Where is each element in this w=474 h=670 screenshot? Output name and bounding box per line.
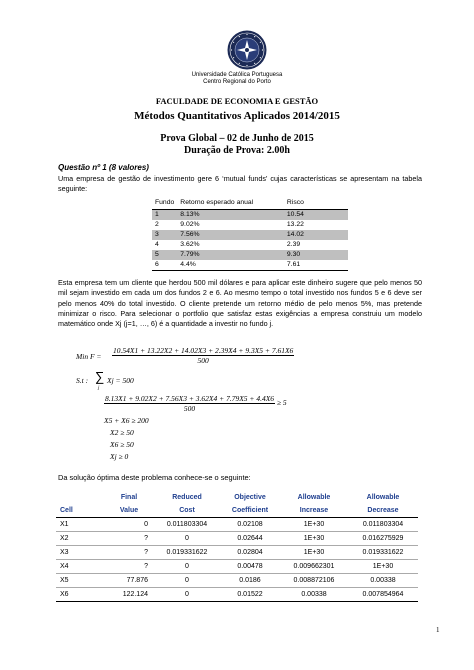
sol-header: Objective (234, 494, 266, 501)
sol-objective-coef: 0.01522 (220, 588, 280, 602)
exam-title: Prova Global – 02 de Junho de 2015 (160, 133, 314, 144)
sol-allow-increase: 1E+30 (280, 518, 348, 532)
constraint-nonnegativity: Xj ≥ 0 (110, 452, 129, 461)
sol-allow-increase: 1E+30 (280, 546, 348, 560)
sol-allow-increase: 1E+30 (280, 532, 348, 546)
fund-id: 5 (152, 250, 177, 260)
sol-cell: X3 (56, 546, 104, 560)
table-row (152, 209, 348, 220)
sol-cell: X4 (56, 560, 104, 574)
funds-header-risk: Risco (284, 197, 348, 209)
constraint-funds-5-6: X5 + X6 ≥ 200 (104, 416, 149, 425)
sol-objective-coef: 0.00478 (220, 560, 280, 574)
table-row (56, 546, 418, 560)
sol-header-increase: Increase (280, 504, 348, 518)
constraints-label: S.t : (76, 376, 89, 385)
sol-allow-decrease: 0.007854964 (348, 588, 418, 602)
sol-cell: X6 (56, 588, 104, 602)
exam-duration: Duração de Prova: 2.00h (184, 145, 290, 156)
fund-risk: 10.54 (284, 209, 348, 220)
summation-index: j (98, 386, 100, 391)
fund-risk: 14.02 (284, 230, 348, 240)
solution-header-row-2 (56, 504, 418, 518)
sol-reduced-cost: 0.019331622 (154, 546, 220, 560)
sol-final-value: 0 (104, 518, 154, 532)
sol-cell: X2 (56, 532, 104, 546)
fund-id: 2 (155, 220, 159, 228)
constraint-total: Xj = 500 (107, 376, 134, 385)
sol-allow-decrease: 0.019331622 (348, 546, 418, 560)
funds-table (152, 197, 348, 271)
return-rhs: ≥ 5 (276, 398, 287, 408)
sol-cell: X5 (56, 574, 104, 588)
sol-header (56, 491, 104, 504)
solution-header-row-1 (56, 491, 418, 504)
sol-header-value: Value (104, 504, 154, 518)
sol-allow-decrease: 1E+30 (348, 560, 418, 574)
institution-center: Centro Regional do Porto (203, 79, 271, 85)
problem-statement: Esta empresa tem um cliente que herdou 500 mil dólares e para aplicar este dinheiro sugere que pelo menos 50 mil sejam investido em cada um dos fundos 2 e 6. Ao mesmo tempo o total investido nos fundos 5 e 6 deve ser pelo menos 40% do total investido. O cliente pretende um retorno médio de pelo menos 5%, mas pretende minimizar o risco. Para selecionar o portfolio que satisfaz estas exigências a empresa construiu um modelo matemático onde Xj (j=1, …, 6) é a quantidade a investir no fundo j. (58, 278, 422, 329)
sol-objective-coef: 0.02108 (220, 518, 280, 532)
table-row (56, 560, 418, 574)
solution-intro: Da solução óptima deste problema conhece-se o seguinte: (58, 473, 251, 482)
fund-id: 3 (152, 230, 177, 240)
sol-allow-decrease: 0.016275929 (348, 532, 418, 546)
sol-cell: X1 (56, 518, 104, 532)
institution-name: Universidade Católica Portuguesa (191, 72, 283, 78)
sol-final-value: 77.876 (104, 574, 154, 588)
sol-header: Final (120, 494, 138, 501)
sol-final-value: ? (104, 546, 154, 560)
sol-reduced-cost: 0 (154, 560, 220, 574)
return-denominator: 500 (183, 404, 196, 413)
sol-allow-increase: 0.008872106 (280, 574, 348, 588)
objective-numerator: 10.54X1 + 13.22X2 + 14.02X3 + 2.39X4 + 9.3X5 + 7.61X6 (113, 346, 294, 355)
question-intro: Uma empresa de gestão de investimento gere 6 ‘mutual funds’ cujas características se apresentam na tabela seguinte: (58, 174, 422, 194)
sol-header: Reduced (172, 494, 202, 501)
funds-header-fund: Fundo (152, 197, 177, 209)
sol-header-cell: Cell (56, 504, 104, 518)
summation-sign: ∑ (95, 369, 105, 384)
funds-header-row (152, 197, 348, 209)
sol-objective-coef: 0.02644 (220, 532, 280, 546)
sol-final-value: ? (104, 532, 154, 546)
fund-risk: 2.39 (286, 240, 301, 248)
fund-return: 3.62% (180, 240, 200, 248)
fund-return: 7.79% (177, 250, 284, 260)
constraint-return (104, 394, 287, 413)
fund-return: 7.56% (177, 230, 284, 240)
table-row (152, 250, 348, 260)
objective-function (112, 346, 294, 365)
sol-objective-coef: 0.02804 (220, 546, 280, 560)
sol-reduced-cost: 0 (154, 588, 220, 602)
funds-header-return: Retorno esperado anual (177, 197, 284, 209)
fund-id: 1 (152, 209, 177, 220)
sol-header-coefficient: Coefficient (220, 504, 280, 518)
constraint-fund-2: X2 ≥ 50 (110, 428, 134, 437)
sol-allow-increase: 0.00338 (280, 588, 348, 602)
question-title: Questão nº 1 (8 valores) (58, 163, 149, 172)
table-row (152, 220, 348, 230)
constraint-fund-6: X6 ≥ 50 (110, 440, 134, 449)
table-row (152, 230, 348, 240)
sol-final-value: ? (104, 560, 154, 574)
fund-return: 4.4% (177, 260, 284, 271)
fund-return: 9.02% (180, 220, 200, 228)
table-row (56, 532, 418, 546)
solution-table (56, 491, 418, 602)
fund-return: 8.13% (177, 209, 284, 220)
course-title: Métodos Quantitativos Aplicados 2014/2015 (134, 110, 340, 122)
sol-header-decrease: Decrease (348, 504, 418, 518)
sol-reduced-cost: 0.011803304 (154, 518, 220, 532)
university-seal-logo (227, 30, 267, 70)
table-row (56, 574, 418, 588)
table-row (56, 518, 418, 532)
fund-id: 4 (155, 240, 159, 248)
table-row (152, 240, 348, 250)
fund-risk: 7.61 (284, 260, 348, 271)
sol-allow-increase: 0.009662301 (280, 560, 348, 574)
sol-final-value: 122.124 (104, 588, 154, 602)
faculty-title: FACULDADE DE ECONOMIA E GESTÃO (155, 96, 319, 106)
objective-denominator: 500 (197, 356, 209, 365)
sol-header: Allowable (366, 494, 400, 501)
sol-objective-coef: 0.0186 (220, 574, 280, 588)
fund-id: 6 (152, 260, 177, 271)
return-numerator: 8.13X1 + 9.02X2 + 7.56X3 + 3.62X4 + 7.79X5 + 4.4X6 (105, 394, 275, 403)
fund-risk: 13.22 (286, 220, 304, 228)
fund-risk: 9.30 (284, 250, 348, 260)
page-number: 1 (436, 626, 440, 634)
sol-allow-decrease: 0.011803304 (348, 518, 418, 532)
sol-header: Allowable (297, 494, 331, 501)
sol-reduced-cost: 0 (154, 532, 220, 546)
sol-allow-decrease: 0.00338 (348, 574, 418, 588)
sol-header-cost: Cost (154, 504, 220, 518)
table-row (56, 588, 418, 602)
table-row (152, 260, 348, 271)
sol-reduced-cost: 0 (154, 574, 220, 588)
objective-label: Min F = (76, 352, 102, 361)
